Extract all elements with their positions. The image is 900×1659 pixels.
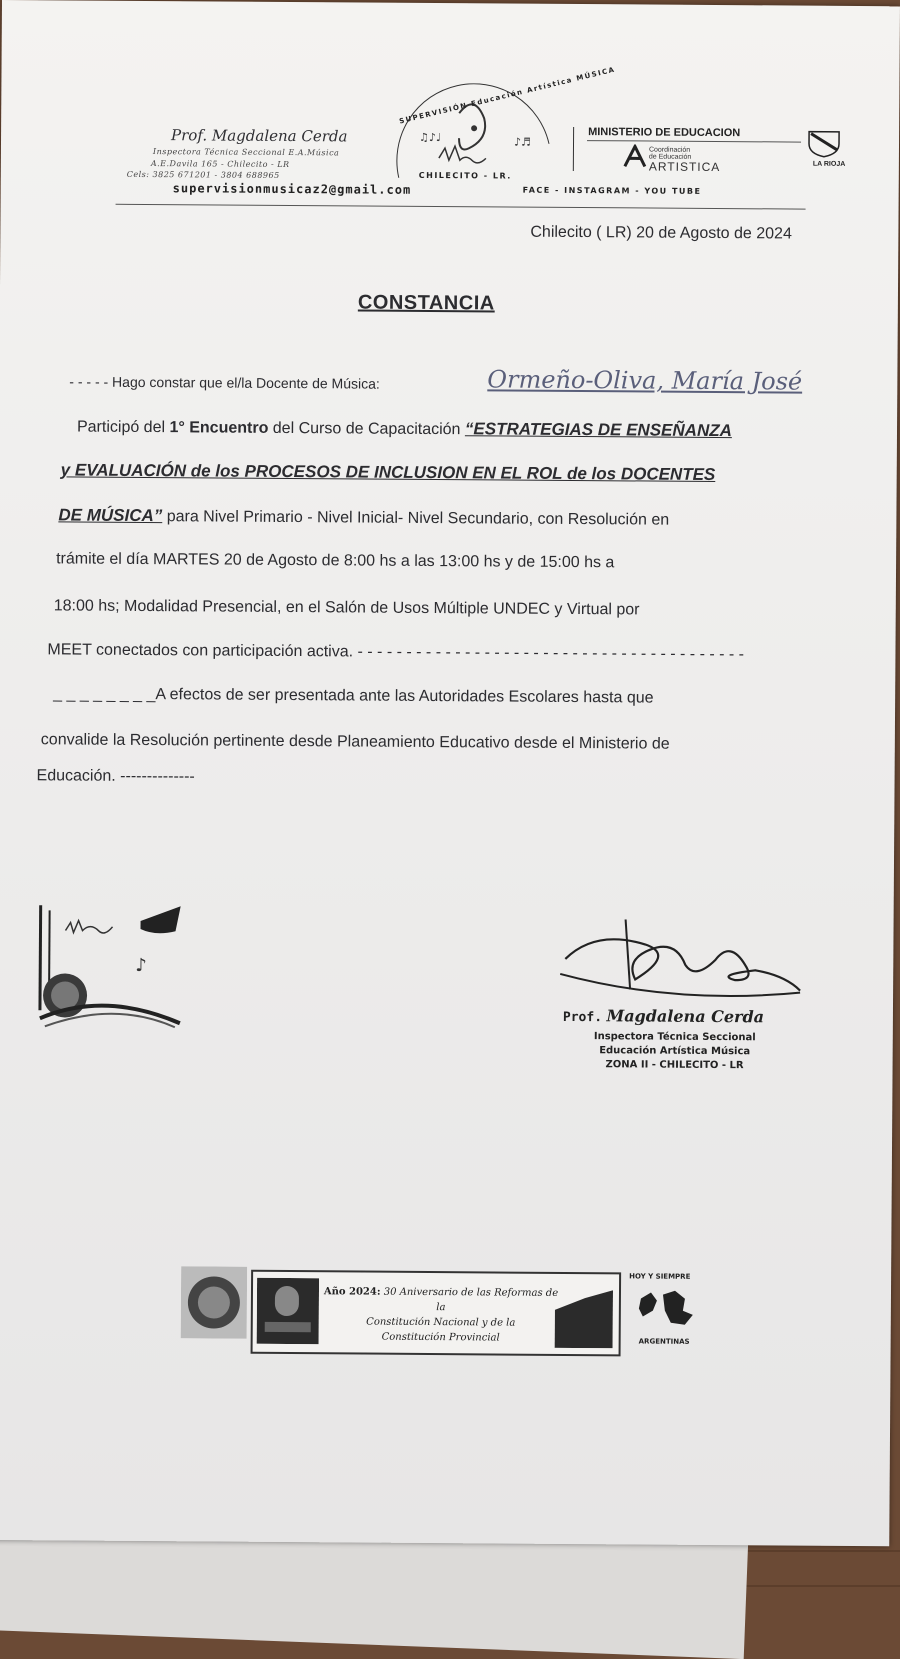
- body-line-2-c: del Curso de Capacitación: [268, 419, 465, 439]
- coordinacion-logo-icon: [621, 144, 651, 170]
- header-phones: Cels: 3825 671201 - 3804 688965: [126, 169, 280, 180]
- ministry-title: MINISTERIO DE EDUCACION: [588, 126, 741, 140]
- hoy-y-siempre-label: HOY Y SIEMPRE: [629, 1272, 691, 1281]
- handwritten-signature: [555, 919, 806, 1011]
- body-line-5: trámite el día MARTES 20 de Agosto de 8:00 hs a las 13:00 hs y de 15:00 hs a: [56, 550, 615, 572]
- de-educacion-label: de Educación: [648, 153, 692, 161]
- anniversary-line-3: Constitución Provincial: [381, 1331, 500, 1344]
- anniversary-line-1: 30 Aniversario de las Reformas de la: [383, 1286, 559, 1314]
- header-social-links: FACE - INSTAGRAM - YOU TUBE: [522, 185, 702, 196]
- document-title: CONSTANCIA: [357, 291, 495, 315]
- signature-zone: ZONA II - CHILECITO - LR: [605, 1059, 744, 1072]
- signature-prof: Prof.: [562, 1009, 603, 1026]
- coordinacion-label: Coordinación: [648, 146, 691, 154]
- anniversary-line-2: Constitución Nacional y de la: [366, 1316, 516, 1329]
- svg-text:♪♬: ♪♬: [513, 135, 531, 149]
- anniversary-text: [321, 1284, 561, 1346]
- seal-bottom-text: CHILECITO - LR.: [418, 170, 512, 181]
- body-line-7: MEET conectados con participación activa. - - - - - - - - - - - - - - - - - - - - - - - - - - - - - - - - - - - - - - - -: [47, 641, 745, 664]
- body-line-2-a: Participó del: [76, 418, 170, 437]
- la-rioja-shield-icon: [807, 130, 841, 158]
- signature-role: Inspectora Técnica Seccional: [593, 1031, 756, 1044]
- header-role: Inspectora Técnica Seccional E.A.Música: [152, 147, 340, 158]
- encuentro-number: 1° Encuentro: [169, 419, 269, 437]
- teacher-name-handwritten: Ormeño-Oliva, María José: [487, 365, 803, 396]
- svg-text:♫♪♩: ♫♪♩: [419, 130, 442, 145]
- body-line-10: Educación. --------------: [36, 767, 195, 786]
- svg-text:♪: ♪: [135, 954, 147, 977]
- body-line-4-b: para Nivel Primario - Nivel Inicial- Nivel Secundario, con Resolución en: [162, 508, 670, 529]
- seal-top-text: SUPERVISIÓN Educación Artística MÚSICA: [398, 65, 617, 126]
- header-email: supervisionmusicaz2@gmail.com: [172, 181, 412, 197]
- artistica-label: ARTISTICA: [648, 159, 721, 175]
- course-title-part-3: DE MÚSICA”: [58, 505, 163, 526]
- malvinas-islands-icon: [637, 1288, 699, 1334]
- header-address: A.E.Davila 165 - Chilecito - LR: [150, 159, 290, 170]
- la-rioja-label: LA RIOJA: [812, 160, 846, 168]
- header-name: Prof. Magdalena Cerda: [170, 126, 348, 146]
- course-title-part-1: “ESTRATEGIAS DE ENSEÑANZA: [464, 419, 732, 441]
- course-title-part-2: y EVALUACIÓN de los PROCESOS DE INCLUSION EN EL ROL de los DOCENTES: [60, 460, 716, 484]
- anniversary-year: Año 2024:: [323, 1286, 381, 1298]
- banner-image-left: [257, 1278, 319, 1344]
- signature-name: [563, 1006, 764, 1027]
- signature-department: Educación Artística Música: [599, 1045, 751, 1058]
- signature-full-name: Magdalena Cerda: [606, 1006, 765, 1027]
- body-line-6: 18:00 hs; Modalidad Presencial, en el Salón de Usos Múltiple UNDEC y Virtual por: [53, 597, 640, 619]
- anniversary-banner: [251, 1270, 622, 1357]
- footer-emblem-left: [181, 1266, 248, 1338]
- body-line-2: [77, 417, 732, 442]
- music-emblem-logo: [35, 900, 186, 1031]
- date-line: Chilecito ( LR) 20 de Agosto de 2024: [530, 223, 792, 243]
- body-line-9: convalide la Resolución pertinente desde Planeamiento Educativo desde el Ministerio de: [40, 731, 670, 753]
- body-line-1-lead: - - - - - Hago constar que el/la Docente de Música:: [69, 373, 380, 392]
- banner-image-right: [555, 1290, 613, 1348]
- body-line-8: _ _ _ _ _ _ _ _A efectos de ser presentada ante las Autoridades Escolares hasta que: [53, 685, 654, 707]
- argentinas-label: ARGENTINAS: [638, 1337, 690, 1346]
- body-line-4: [58, 505, 669, 529]
